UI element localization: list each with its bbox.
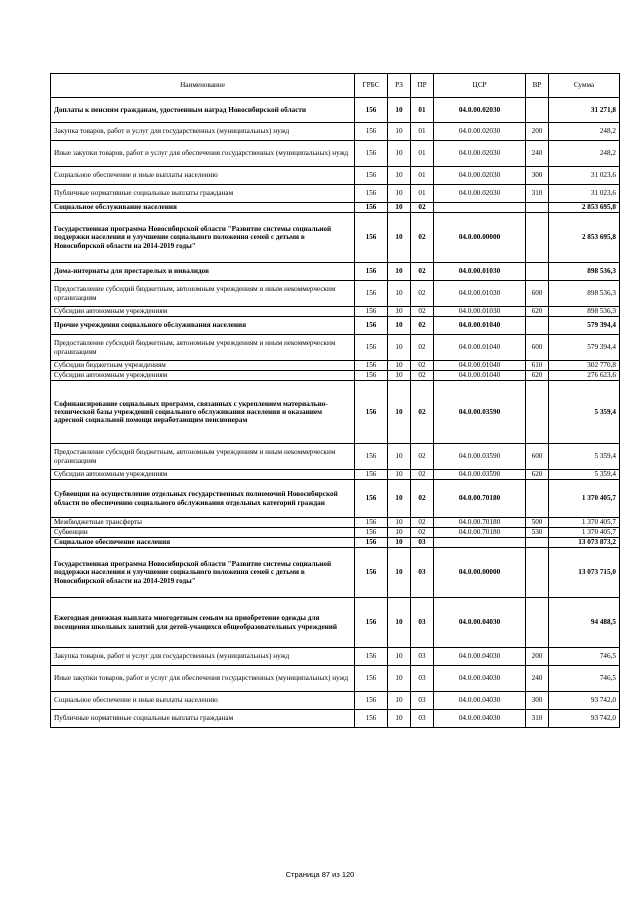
table-row [51, 444, 620, 470]
cell-sum: 248,2 [549, 123, 620, 141]
cell-rz: 10 [388, 141, 411, 167]
table-row [51, 518, 620, 528]
table-row [51, 480, 620, 518]
cell-pr: 03 [411, 710, 434, 728]
cell-grbs: 156 [355, 528, 388, 538]
cell-csr: 04.0.00.04030 [434, 710, 526, 728]
cell-csr: 04.0.00.02030 [434, 98, 526, 123]
cell-pr: 02 [411, 281, 434, 307]
table-row [51, 692, 620, 710]
cell-vr: 600 [526, 444, 549, 470]
table-row [51, 141, 620, 167]
cell-sum: 1 370 405,7 [549, 480, 620, 518]
cell-vr [526, 213, 549, 263]
cell-name: Ежегодная денежная выплата многодетным семьям на приобретение одежды для посещения школьных занятий для детей-учащихся общеобразовательных учреждений [51, 598, 355, 648]
cell-vr: 200 [526, 648, 549, 666]
cell-grbs: 156 [355, 470, 388, 480]
cell-grbs: 156 [355, 317, 388, 335]
header-vr: ВР [526, 74, 549, 98]
table-row [51, 361, 620, 371]
cell-sum: 93 742,0 [549, 710, 620, 728]
cell-grbs: 156 [355, 98, 388, 123]
cell-csr: 04.0.00.02030 [434, 141, 526, 167]
cell-vr: 530 [526, 528, 549, 538]
header-grbs: ГРБС [355, 74, 388, 98]
cell-rz: 10 [388, 263, 411, 281]
table-row [51, 538, 620, 548]
cell-sum: 276 623,6 [549, 371, 620, 381]
cell-grbs: 156 [355, 381, 388, 444]
cell-rz: 10 [388, 528, 411, 538]
cell-csr: 04.0.00.03590 [434, 381, 526, 444]
cell-vr [526, 381, 549, 444]
cell-vr [526, 98, 549, 123]
cell-csr: 04.0.00.70180 [434, 518, 526, 528]
cell-name: Софинансирование социальных программ, связанных с укреплением материально-технической базы учреждений социального обслуживания населения и оказанием адресной социальной помощи неработающим пенсионерам [51, 381, 355, 444]
cell-pr: 02 [411, 470, 434, 480]
cell-name: Дома-интернаты для престарелых и инвалидов [51, 263, 355, 281]
header-csr: ЦСР [434, 74, 526, 98]
cell-csr: 04.0.00.02030 [434, 185, 526, 203]
table-row [51, 648, 620, 666]
cell-vr: 620 [526, 307, 549, 317]
cell-rz: 10 [388, 317, 411, 335]
cell-pr: 03 [411, 548, 434, 598]
cell-pr: 03 [411, 666, 434, 692]
cell-csr: 04.0.00.03590 [434, 470, 526, 480]
cell-pr: 02 [411, 518, 434, 528]
cell-grbs: 156 [355, 141, 388, 167]
table-row [51, 98, 620, 123]
cell-grbs: 156 [355, 123, 388, 141]
cell-name: Доплаты к пенсиям гражданам, удостоенным наград Новосибирской области [51, 98, 355, 123]
table-row [51, 185, 620, 203]
cell-csr: 04.0.00.04030 [434, 666, 526, 692]
cell-rz: 10 [388, 335, 411, 361]
cell-rz: 10 [388, 710, 411, 728]
table-row [51, 528, 620, 538]
table-row [51, 335, 620, 361]
cell-rz: 10 [388, 98, 411, 123]
cell-name: Субсидии автономным учреждениям [51, 470, 355, 480]
cell-csr: 04.0.00.01030 [434, 281, 526, 307]
cell-sum: 2 853 695,8 [549, 203, 620, 213]
table-row [51, 123, 620, 141]
cell-csr: 04.0.00.01040 [434, 371, 526, 381]
cell-sum: 898 536,3 [549, 281, 620, 307]
cell-rz: 10 [388, 185, 411, 203]
cell-sum: 302 770,8 [549, 361, 620, 371]
cell-vr: 500 [526, 518, 549, 528]
cell-pr: 01 [411, 185, 434, 203]
cell-rz: 10 [388, 648, 411, 666]
cell-rz: 10 [388, 307, 411, 317]
table-row [51, 317, 620, 335]
cell-rz: 10 [388, 167, 411, 185]
cell-sum: 1 370 405,7 [549, 528, 620, 538]
cell-pr: 02 [411, 203, 434, 213]
cell-csr: 04.0.00.02030 [434, 167, 526, 185]
table-row [51, 381, 620, 444]
table-row [51, 213, 620, 263]
cell-grbs: 156 [355, 203, 388, 213]
cell-name: Субвенции [51, 528, 355, 538]
table-row [51, 307, 620, 317]
cell-pr: 02 [411, 263, 434, 281]
cell-pr: 02 [411, 480, 434, 518]
cell-name: Прочие учреждения социального обслуживания населения [51, 317, 355, 335]
cell-pr: 02 [411, 335, 434, 361]
cell-vr: 310 [526, 710, 549, 728]
cell-pr: 01 [411, 123, 434, 141]
table-row [51, 548, 620, 598]
cell-sum: 31 271,8 [549, 98, 620, 123]
cell-pr: 03 [411, 648, 434, 666]
table-row [51, 371, 620, 381]
cell-rz: 10 [388, 381, 411, 444]
cell-name: Публичные нормативные социальные выплаты гражданам [51, 710, 355, 728]
cell-name: Социальное обеспечение населения [51, 538, 355, 548]
cell-sum: 1 370 405,7 [549, 518, 620, 528]
header-name: Наименование [51, 74, 355, 98]
cell-grbs: 156 [355, 167, 388, 185]
cell-grbs: 156 [355, 692, 388, 710]
cell-vr: 620 [526, 371, 549, 381]
cell-rz: 10 [388, 444, 411, 470]
cell-pr: 03 [411, 598, 434, 648]
cell-vr: 600 [526, 281, 549, 307]
cell-sum: 2 853 695,8 [549, 213, 620, 263]
cell-vr: 200 [526, 123, 549, 141]
cell-name: Предоставление субсидий бюджетным, автономным учреждениям и иным некоммерческим организациям [51, 444, 355, 470]
cell-vr [526, 480, 549, 518]
cell-grbs: 156 [355, 335, 388, 361]
header-rz: РЗ [388, 74, 411, 98]
cell-rz: 10 [388, 203, 411, 213]
cell-name: Субсидии автономным учреждениям [51, 371, 355, 381]
header-sum: Сумма [549, 74, 620, 98]
cell-grbs: 156 [355, 307, 388, 317]
cell-name: Межбюджетные трансферты [51, 518, 355, 528]
cell-sum: 898 536,3 [549, 263, 620, 281]
cell-rz: 10 [388, 281, 411, 307]
cell-rz: 10 [388, 470, 411, 480]
cell-grbs: 156 [355, 371, 388, 381]
cell-name: Закупка товаров, работ и услуг для государственных (муниципальных) нужд [51, 648, 355, 666]
cell-rz: 10 [388, 480, 411, 518]
cell-grbs: 156 [355, 361, 388, 371]
cell-rz: 10 [388, 538, 411, 548]
cell-vr: 300 [526, 692, 549, 710]
cell-name: Социальное обслуживание населения [51, 203, 355, 213]
cell-sum: 5 359,4 [549, 444, 620, 470]
cell-name: Социальное обеспечение и иные выплаты населению [51, 692, 355, 710]
cell-sum: 93 742,0 [549, 692, 620, 710]
cell-sum: 579 394,4 [549, 335, 620, 361]
cell-name: Иные закупки товаров, работ и услуг для обеспечения государственных (муниципальных) нужд [51, 141, 355, 167]
cell-csr: 04.0.00.04030 [434, 692, 526, 710]
table-row [51, 263, 620, 281]
cell-vr [526, 263, 549, 281]
cell-rz: 10 [388, 598, 411, 648]
cell-pr: 02 [411, 528, 434, 538]
cell-name: Публичные нормативные социальные выплаты гражданам [51, 185, 355, 203]
cell-grbs: 156 [355, 648, 388, 666]
cell-sum: 13 073 715,0 [549, 548, 620, 598]
cell-grbs: 156 [355, 518, 388, 528]
cell-sum: 5 359,4 [549, 470, 620, 480]
cell-name: Предоставление субсидий бюджетным, автономным учреждениям и иным некоммерческим организациям [51, 281, 355, 307]
cell-csr: 04.0.00.00000 [434, 548, 526, 598]
cell-rz: 10 [388, 666, 411, 692]
cell-pr: 03 [411, 538, 434, 548]
cell-sum: 13 073 873,2 [549, 538, 620, 548]
cell-grbs: 156 [355, 480, 388, 518]
cell-csr: 04.0.00.04030 [434, 648, 526, 666]
budget-table [50, 73, 620, 728]
cell-sum: 746,5 [549, 648, 620, 666]
cell-pr: 02 [411, 381, 434, 444]
cell-vr: 240 [526, 141, 549, 167]
cell-csr: 04.0.00.03590 [434, 444, 526, 470]
table-row [51, 470, 620, 480]
table-row [51, 203, 620, 213]
cell-name: Государственная программа Новосибирской области "Развитие системы социальной поддержки населения и улучшение социального положения семей с детьми в Новосибирской области на 2014-2019 годы" [51, 548, 355, 598]
cell-csr: 04.0.00.01030 [434, 263, 526, 281]
cell-csr: 04.0.00.70180 [434, 528, 526, 538]
cell-vr [526, 548, 549, 598]
cell-rz: 10 [388, 548, 411, 598]
table-header-row [51, 74, 620, 98]
cell-csr: 04.0.00.01030 [434, 307, 526, 317]
cell-csr: 04.0.00.01040 [434, 361, 526, 371]
cell-pr: 01 [411, 141, 434, 167]
cell-grbs: 156 [355, 263, 388, 281]
cell-csr: 04.0.00.00000 [434, 213, 526, 263]
cell-pr: 02 [411, 213, 434, 263]
cell-grbs: 156 [355, 185, 388, 203]
cell-vr: 310 [526, 185, 549, 203]
cell-vr [526, 203, 549, 213]
cell-rz: 10 [388, 213, 411, 263]
cell-rz: 10 [388, 123, 411, 141]
cell-name: Иные закупки товаров, работ и услуг для обеспечения государственных (муниципальных) нужд [51, 666, 355, 692]
cell-pr: 01 [411, 167, 434, 185]
cell-pr: 02 [411, 361, 434, 371]
table-row [51, 167, 620, 185]
cell-name: Субвенции на осуществление отдельных государственных полномочий Новосибирской области по обеспечению социального обслуживания отдельных категорий граждан [51, 480, 355, 518]
cell-sum: 746,5 [549, 666, 620, 692]
cell-grbs: 156 [355, 538, 388, 548]
cell-sum: 579 394,4 [549, 317, 620, 335]
cell-name: Субсидии бюджетным учреждениям [51, 361, 355, 371]
cell-grbs: 156 [355, 444, 388, 470]
cell-pr: 01 [411, 98, 434, 123]
cell-sum: 94 488,5 [549, 598, 620, 648]
cell-sum: 5 359,4 [549, 381, 620, 444]
cell-vr: 300 [526, 167, 549, 185]
cell-csr: 04.0.00.70180 [434, 480, 526, 518]
cell-grbs: 156 [355, 666, 388, 692]
table-row [51, 710, 620, 728]
cell-sum: 248,2 [549, 141, 620, 167]
cell-name: Социальное обеспечение и иные выплаты населению [51, 167, 355, 185]
cell-name: Государственная программа Новосибирской области "Развитие системы социальной поддержки населения и улучшение социального положения семей с детьми в Новосибирской области на 2014-2019 годы" [51, 213, 355, 263]
cell-csr: 04.0.00.01040 [434, 335, 526, 361]
table-row [51, 281, 620, 307]
table-row [51, 666, 620, 692]
cell-name: Субсидии автономным учреждениям [51, 307, 355, 317]
cell-rz: 10 [388, 692, 411, 710]
cell-name: Предоставление субсидий бюджетным, автономным учреждениям и иным некоммерческим организациям [51, 335, 355, 361]
cell-vr: 610 [526, 361, 549, 371]
cell-csr [434, 538, 526, 548]
header-pr: ПР [411, 74, 434, 98]
cell-vr [526, 538, 549, 548]
cell-rz: 10 [388, 518, 411, 528]
cell-rz: 10 [388, 361, 411, 371]
cell-vr [526, 317, 549, 335]
cell-vr: 240 [526, 666, 549, 692]
cell-pr: 02 [411, 444, 434, 470]
page-number: Страница 87 из 120 [285, 870, 355, 879]
cell-csr: 04.0.00.02030 [434, 123, 526, 141]
cell-sum: 31 023,6 [549, 185, 620, 203]
table-row [51, 598, 620, 648]
cell-grbs: 156 [355, 710, 388, 728]
cell-name: Закупка товаров, работ и услуг для государственных (муниципальных) нужд [51, 123, 355, 141]
cell-vr [526, 598, 549, 648]
cell-grbs: 156 [355, 281, 388, 307]
cell-grbs: 156 [355, 548, 388, 598]
cell-grbs: 156 [355, 213, 388, 263]
cell-pr: 02 [411, 371, 434, 381]
cell-rz: 10 [388, 371, 411, 381]
cell-pr: 02 [411, 307, 434, 317]
cell-grbs: 156 [355, 598, 388, 648]
cell-pr: 03 [411, 692, 434, 710]
cell-vr: 600 [526, 335, 549, 361]
cell-csr [434, 203, 526, 213]
cell-pr: 02 [411, 317, 434, 335]
cell-sum: 898 536,3 [549, 307, 620, 317]
cell-csr: 04.0.00.04030 [434, 598, 526, 648]
cell-vr: 620 [526, 470, 549, 480]
cell-sum: 31 023,6 [549, 167, 620, 185]
cell-csr: 04.0.00.01040 [434, 317, 526, 335]
